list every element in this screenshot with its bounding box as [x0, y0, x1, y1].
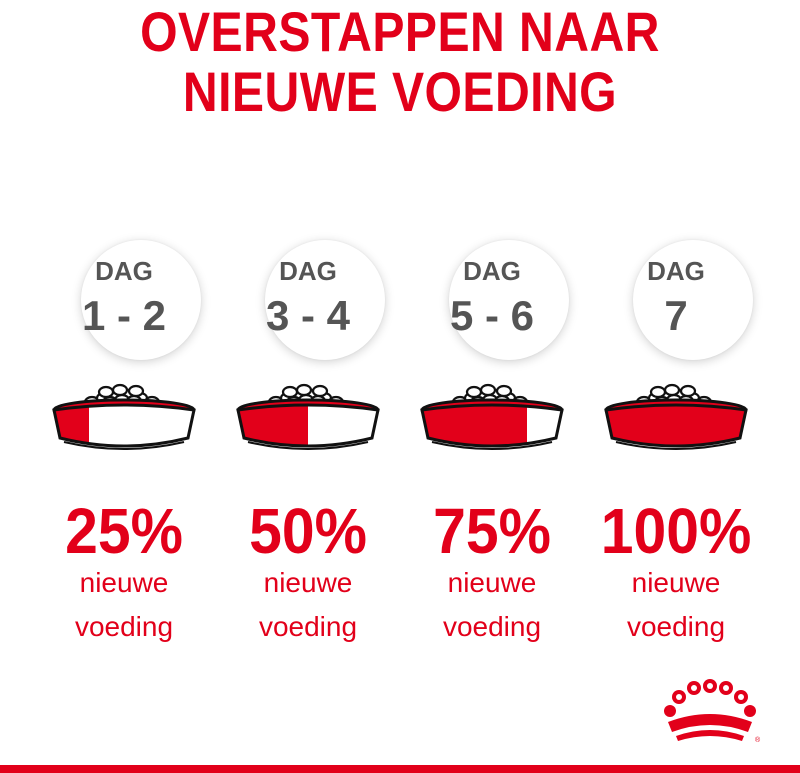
royal-canin-crown-logo	[658, 678, 761, 744]
kibble	[681, 386, 695, 396]
food-bowl-icon	[48, 380, 200, 450]
food-bowl-icon	[600, 380, 752, 450]
page-title	[0, 0, 800, 122]
kibble	[129, 386, 143, 396]
kibble	[497, 386, 511, 396]
bottom-accent-bar	[0, 765, 800, 773]
kibble	[113, 385, 127, 395]
kibble	[99, 387, 113, 397]
percent-value: 50%	[249, 495, 367, 567]
percent-caption-line2: voeding	[442, 611, 542, 642]
day-range: 7	[664, 292, 688, 339]
day-range: 5 - 6	[449, 292, 535, 339]
percent-caption-line1: nieuwe	[447, 567, 537, 598]
percent-caption-line1: nieuwe	[79, 567, 169, 598]
percent-caption-line1: nieuwe	[631, 567, 721, 598]
percent-caption-line2: voeding	[74, 611, 174, 642]
kibble	[283, 387, 297, 397]
svg-text:®: ®	[755, 737, 761, 744]
day-range: 3 - 4	[265, 292, 351, 339]
food-bowl-icon	[416, 380, 568, 450]
kibble	[467, 387, 481, 397]
kibble	[481, 385, 495, 395]
percent-value: 75%	[433, 495, 551, 567]
percent-value: 100%	[600, 495, 752, 567]
step-day-7	[586, 240, 766, 660]
title-line-2: NIEUWE VOEDING	[182, 60, 618, 123]
step-day-5-6	[402, 240, 582, 660]
percent-value: 25%	[65, 495, 183, 567]
kibble	[297, 385, 311, 395]
kibble	[651, 387, 665, 397]
kibble	[313, 386, 327, 396]
title-line-1: OVERSTAPPEN NAAR	[140, 0, 660, 63]
kibble	[665, 385, 679, 395]
percent-caption-line2: voeding	[258, 611, 358, 642]
day-label: DAG	[647, 256, 705, 286]
day-label: DAG	[279, 256, 337, 286]
day-label: DAG	[463, 256, 521, 286]
day-label: DAG	[95, 256, 153, 286]
percent-caption-line2: voeding	[626, 611, 726, 642]
step-day-3-4	[218, 240, 398, 660]
food-bowl-icon	[232, 380, 384, 450]
step-day-1-2	[34, 240, 214, 660]
day-range: 1 - 2	[81, 292, 167, 339]
percent-caption-line1: nieuwe	[263, 567, 353, 598]
